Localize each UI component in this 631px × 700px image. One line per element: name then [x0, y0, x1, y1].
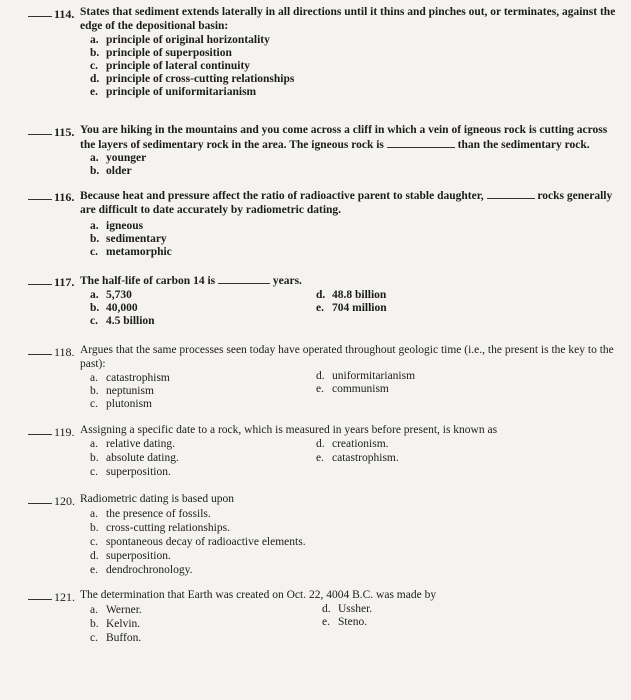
question-stem: The determination that Earth was created on Oct. 22, 4004 B.C. was made by	[80, 589, 437, 601]
option-c: c. principle of lateral continuity	[90, 60, 251, 72]
answer-blank[interactable]	[28, 599, 52, 600]
question-number: 116.	[54, 190, 75, 204]
answer-blank[interactable]	[28, 16, 52, 17]
answer-blank[interactable]	[28, 199, 52, 200]
question-number: 121.	[54, 590, 75, 604]
question-stem: You are hiking in the mountains and you come across a cliff in which a vein of igneous rock is cutting across the layers of sedimentary rock in the area. The igneous rock is than the sedimentary rock.	[80, 124, 608, 151]
option-a: a. the presence of fossils.	[90, 508, 211, 520]
option-b: b. neptunism	[90, 385, 154, 397]
question-stem: Radiometric dating is based upon	[80, 493, 234, 505]
option-c: c. spontaneous decay of radioactive elements.	[90, 536, 306, 548]
option-e: e. Steno.	[322, 616, 368, 628]
question-number: 114.	[54, 7, 75, 21]
option-a: a. 5,730	[90, 289, 132, 301]
inline-fill-blank[interactable]	[487, 189, 535, 199]
option-b: b. sedimentary	[90, 233, 167, 245]
option-e: e. principle of uniformitarianism	[90, 86, 257, 98]
option-e: e. dendrochronology.	[90, 564, 193, 576]
option-b: b. Kelvin.	[90, 618, 141, 630]
answer-blank[interactable]	[28, 503, 52, 504]
question-stem: Assigning a specific date to a rock, which is measured in years before present, is known as	[80, 424, 498, 436]
question-stem: Argues that the same processes seen today have operated throughout geologic time (i.e., the present is the key to the past):	[80, 344, 614, 370]
inline-fill-blank[interactable]	[218, 274, 270, 284]
answer-blank[interactable]	[28, 354, 52, 355]
option-d: d. creationism.	[316, 438, 389, 450]
question-number: 120.	[54, 494, 75, 508]
answer-blank[interactable]	[28, 284, 52, 285]
option-b: b. cross-cutting relationships.	[90, 522, 230, 534]
option-a: a. igneous	[90, 220, 144, 232]
question-number: 115.	[54, 125, 75, 139]
question-number: 117.	[54, 275, 75, 289]
option-b: b. absolute dating.	[90, 452, 179, 464]
answer-blank[interactable]	[28, 134, 52, 135]
option-d: d. superposition.	[90, 550, 171, 562]
option-e: e. 704 million	[316, 302, 387, 314]
option-a: a. relative dating.	[90, 438, 175, 450]
question-stem: Because heat and pressure affect the ratio of radioactive parent to stable daughter, rocks generally are difficult to date accurately by radiometric dating.	[80, 190, 613, 216]
inline-fill-blank[interactable]	[387, 138, 455, 148]
option-b: b. 40,000	[90, 302, 138, 314]
question-stem: The half-life of carbon 14 is years.	[80, 275, 302, 287]
option-c: c. 4.5 billion	[90, 315, 155, 327]
option-d: d. 48.8 billion	[316, 289, 387, 301]
option-c: c. metamorphic	[90, 246, 172, 258]
question-number: 119.	[54, 425, 75, 439]
question-stem: States that sediment extends laterally in all directions until it thins and pinches out, or terminates, against the edge of the depositional basin:	[80, 6, 616, 32]
option-a: a. Werner.	[90, 604, 142, 616]
option-a: a. younger	[90, 152, 147, 164]
option-a: a. principle of original horizontality	[90, 34, 270, 46]
option-c: c. superposition.	[90, 466, 171, 478]
option-e: e. catastrophism.	[316, 452, 399, 464]
option-c: c. plutonism	[90, 398, 153, 410]
option-b: b. older	[90, 165, 132, 177]
option-d: d. Ussher.	[322, 603, 373, 615]
option-d: d. uniformitarianism	[316, 370, 416, 382]
option-b: b. principle of superposition	[90, 47, 232, 59]
option-e: e. communism	[316, 383, 389, 395]
option-d: d. principle of cross-cutting relationships	[90, 73, 295, 85]
option-c: c. Buffon.	[90, 632, 142, 644]
answer-blank[interactable]	[28, 434, 52, 435]
option-a: a. catastrophism	[90, 372, 170, 384]
question-number: 118.	[54, 345, 75, 359]
